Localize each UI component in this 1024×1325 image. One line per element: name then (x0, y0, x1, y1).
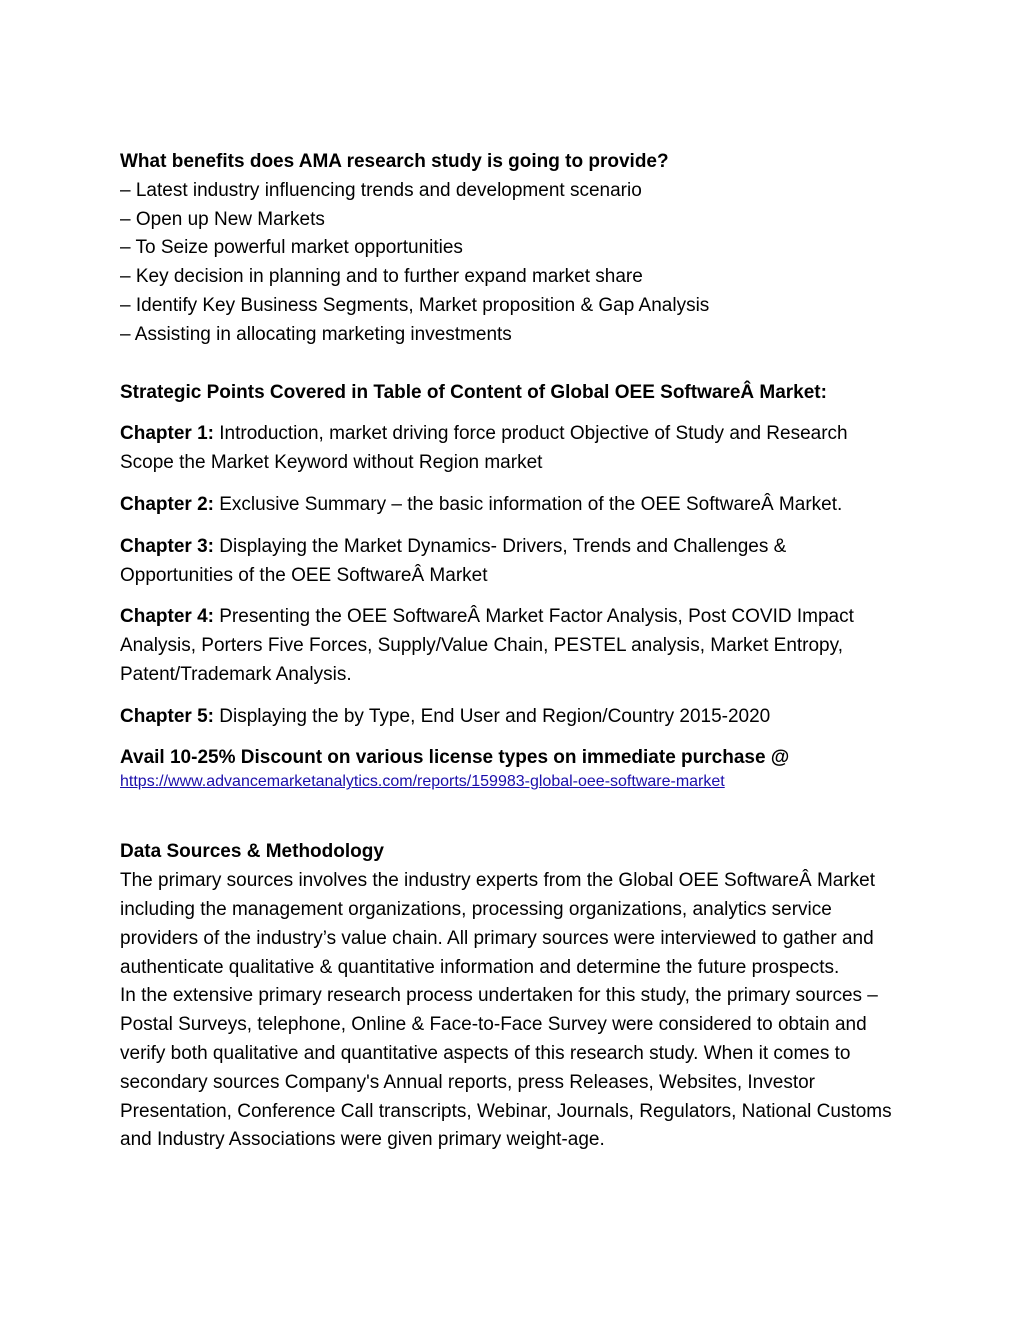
benefits-list (120, 177, 900, 350)
benefit-item: – Key decision in planning and to further expand market share (120, 266, 643, 288)
chapter-1 (120, 420, 900, 478)
data-sources-paragraph: In the extensive primary research process undertaken for this study, the primary sources – Postal Surveys, telephone, Online & Face-to-Face Survey were considered to obtain and verify both qualitative and quantitative aspects of this research study. When it comes to secondary sources Company's Annual reports, press Releases, Websites, Investor Presentation, Conference Call transcripts, Webinar, Journals, Regulators, National Customs and Industry Associations were given primary weight-age. (120, 985, 892, 1151)
chapter-label: Chapter 5: (120, 705, 214, 727)
document-body (120, 148, 900, 1155)
benefit-item: – Latest industry influencing trends and development scenario (120, 179, 642, 201)
chapter-2 (120, 491, 900, 520)
chapter-5 (120, 703, 900, 732)
chapter-text: Presenting the OEE SoftwareÂ Market Factor Analysis, Post COVID Impact Analysis, Porters Five Forces, Supply/Value Chain, PESTEL analysis, Market Entropy, Patent/Trademark Analysis. (120, 606, 854, 685)
chapter-label: Chapter 1: (120, 423, 214, 445)
benefit-item: – Identify Key Business Segments, Market proposition & Gap Analysis (120, 294, 710, 316)
chapter-text: Displaying the Market Dynamics- Drivers, Trends and Challenges & Opportunities of the OEE SoftwareÂ Market (120, 535, 787, 586)
chapter-label: Chapter 3: (120, 535, 214, 557)
benefit-item: – Open up New Markets (120, 208, 325, 230)
chapter-4 (120, 603, 900, 689)
benefit-item: – Assisting in allocating marketing investments (120, 323, 512, 345)
data-sources-heading: Data Sources & Methodology (120, 841, 384, 863)
discount-title: Avail 10-25% Discount on various license types on immediate purchase @ (120, 746, 790, 768)
chapter-3 (120, 533, 900, 591)
chapter-label: Chapter 4: (120, 606, 214, 628)
discount-block (120, 744, 900, 793)
report-link[interactable]: https://www.advancemarketanalytics.com/reports/159983-global-oee-software-market (120, 773, 725, 791)
chapter-text: Exclusive Summary – the basic information of the OEE SoftwareÂ Market. (213, 493, 843, 515)
chapter-text: Displaying the by Type, End User and Region/Country 2015-2020 (213, 705, 771, 727)
benefits-heading: What benefits does AMA research study is going to provide? (120, 151, 669, 172)
chapter-label: Chapter 2: (120, 493, 214, 515)
benefit-item: – To Seize powerful market opportunities (120, 237, 463, 259)
toc-heading: Strategic Points Covered in Table of Content of Global OEE SoftwareÂ Market: (120, 381, 827, 403)
data-sources-paragraph: The primary sources involves the industry experts from the Global OEE SoftwareÂ Market including the management organizations, processing organizations, analytics service providers of the industry’s value chain. All primary sources were interviewed to gather and authenticate qualitative & quantitative information and determine the future prospects. (120, 870, 876, 978)
chapter-text: Introduction, market driving force product Objective of Study and Research Scope the Market Keyword without Region market (120, 423, 848, 474)
